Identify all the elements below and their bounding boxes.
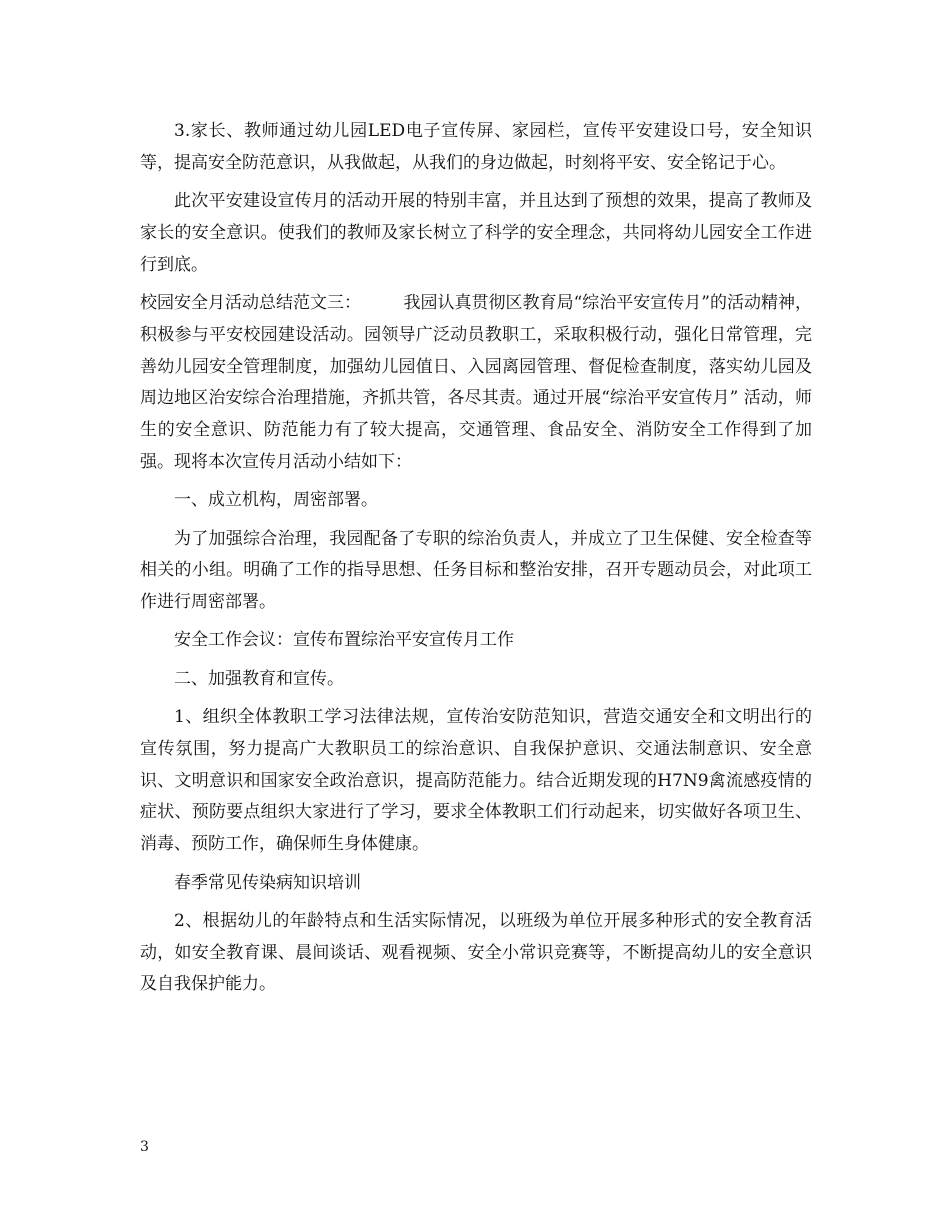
paragraph: 校园安全月活动总结范文三： 我园认真贯彻区教育局“综治平安宣传月”的活动精神，积极参与平安校园建设活动。园领导广泛动员教职工，采取积极行动，强化日常管理，完善幼儿园安全管理制度，加强幼儿园值日、入园离园管理、督促检查制度，落实幼儿园及周边地区治安综合治理措施，齐抓共管，各尽其责。通过开展“综治平安宣传月” 活动，师生的安全意识、防范能力有了较大提高，交通管理、食品安全、消防安全工作得到了加强。现将本次宣传月活动小结如下： [140,292,812,472]
image-caption: 安全工作会议：宣传布置综治平安宣传月工作 [174,630,514,651]
body-text [140,116,812,1008]
page-number: 3 [140,1139,149,1155]
paragraph: 为了加强综合治理，我园配备了专职的综治负责人，并成立了卫生保健、安全检查等相关的小组。明确了工作的指导思想、任务目标和整治安排，召开专题动员会，对此项工作进行周密部署。 [140,528,812,613]
paragraph: 此次平安建设宣传月的活动开展的特别丰富，并且达到了预想的效果，提高了教师及家长的安全意识。使我们的教师及家长树立了科学的安全理念，共同将幼儿园安全工作进行到底。 [140,191,812,275]
section-heading: 一、成立机构，周密部署。 [174,490,378,511]
paragraph: 3.家长、教师通过幼儿园LED电子宣传屏、家园栏，宣传平安建设口号，安全知识等，提高安全防范意识，从我做起，从我们的身边做起，时刻将平安、安全铭记于心。 [140,121,812,173]
paragraph: 1、组织全体教职工学习法律法规，宣传治安防范知识，营造交通安全和文明出行的宣传氛围，努力提高广大教职员工的综治意识、自我保护意识、交通法制意识、安全意识、文明意识和国家安全政治意识，提高防范能力。结合近期发现的H7N9禽流感疫情的症状、预防要点组织大家进行了学习，要求全体教职工们行动起来，切实做好各项卫生、消毒、预防工作，确保师生身体健康。 [140,707,812,855]
section-heading: 二、加强教育和宣传。 [174,668,344,689]
image-caption: 春季常见传染病知识培训 [174,872,361,893]
paragraph: 2、根据幼儿的年龄特点和生活实际情况，以班级为单位开展多种形式的安全教育活动，如安全教育课、晨间谈话、观看视频、安全小常识竞赛等，不断提高幼儿的安全意识及自我保护能力。 [140,910,812,995]
